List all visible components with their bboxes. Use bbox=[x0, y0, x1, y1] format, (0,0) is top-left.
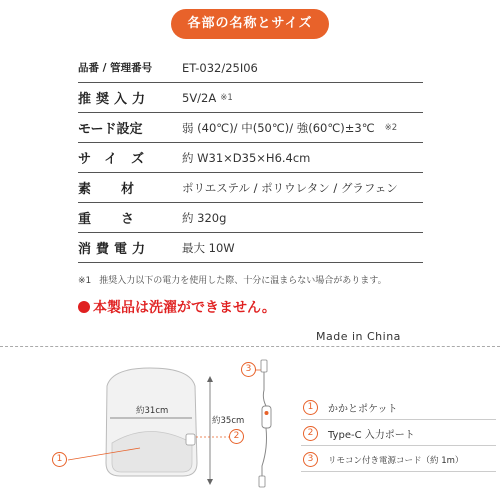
depth-label: 約35cm bbox=[212, 416, 245, 426]
spec-table bbox=[78, 53, 423, 263]
footnote-text: 推奨入力以下の電力を使用した際、十分に温まらない場合があります。 bbox=[99, 276, 387, 286]
spec-row-model bbox=[78, 53, 423, 83]
width-label: 約31cm bbox=[136, 406, 169, 416]
cord-shape bbox=[263, 372, 266, 406]
remote-button-shape bbox=[265, 411, 269, 415]
callout-2: 2 bbox=[229, 429, 244, 444]
cord-lower-shape bbox=[262, 428, 267, 476]
spec-value: 5V/2A bbox=[182, 90, 217, 105]
spec-row-size bbox=[78, 143, 423, 173]
origin-label: Made in China bbox=[316, 330, 401, 343]
spec-note: ※1 bbox=[220, 92, 233, 103]
spec-value: ET-032/25I06 bbox=[182, 60, 258, 75]
spec-label: 推奨入力 bbox=[78, 92, 151, 107]
legend-item bbox=[301, 448, 496, 472]
depth-arrow-top bbox=[207, 376, 213, 382]
type-c-port-shape bbox=[186, 434, 195, 445]
section-title: 各部の名称とサイズ bbox=[171, 9, 329, 39]
depth-arrow-bottom bbox=[207, 479, 213, 485]
spec-label: 素材 bbox=[78, 182, 165, 197]
spec-value: 最大 10W bbox=[182, 240, 235, 255]
footnote bbox=[78, 273, 438, 286]
remote-shape bbox=[262, 406, 271, 428]
spec-label: モード設定 bbox=[78, 122, 143, 137]
warning-message: 本製品は洗濯ができません。 bbox=[93, 300, 276, 316]
legend-item bbox=[301, 396, 496, 420]
spec-label: 重さ bbox=[78, 212, 165, 227]
divider bbox=[0, 346, 500, 347]
spec-value: 約 W31×D35×H6.4cm bbox=[182, 150, 311, 165]
spec-label: サイズ bbox=[78, 152, 158, 167]
legend-text: Type-C 入力ポート bbox=[328, 430, 415, 441]
callout-1: 1 bbox=[52, 452, 67, 467]
parts-legend bbox=[301, 396, 496, 474]
callout-3: 3 bbox=[241, 362, 256, 377]
cord-end-shape bbox=[259, 476, 265, 487]
warning-dot-icon bbox=[78, 301, 90, 313]
spec-row-mode bbox=[78, 113, 423, 143]
spec-row-power bbox=[78, 233, 423, 263]
legend-item bbox=[301, 422, 496, 446]
spec-label: 品番 / 管理番号 bbox=[78, 62, 153, 74]
footnote-mark: ※1 bbox=[78, 276, 92, 286]
legend-text: リモコン付き電源コード（約 1m） bbox=[328, 455, 464, 466]
spec-row-weight bbox=[78, 203, 423, 233]
legend-number: 3 bbox=[303, 452, 318, 467]
spec-row-material bbox=[78, 173, 423, 203]
legend-number: 2 bbox=[303, 426, 318, 441]
spec-value: ポリエステル / ポリウレタン / グラフェン bbox=[182, 180, 398, 195]
legend-text: かかとポケット bbox=[328, 404, 398, 415]
spec-value: 弱 (40℃)/ 中(50℃)/ 強(60℃)±3℃ bbox=[182, 120, 375, 135]
spec-value: 約 320g bbox=[182, 210, 227, 225]
legend-number: 1 bbox=[303, 400, 318, 415]
spec-row-input bbox=[78, 83, 423, 113]
footwarmer-opening-shape bbox=[112, 432, 192, 473]
spec-label: 消費電力 bbox=[78, 242, 151, 257]
warning-text bbox=[78, 297, 276, 317]
cord-plug-shape bbox=[261, 360, 267, 372]
spec-note: ※2 bbox=[384, 122, 398, 133]
